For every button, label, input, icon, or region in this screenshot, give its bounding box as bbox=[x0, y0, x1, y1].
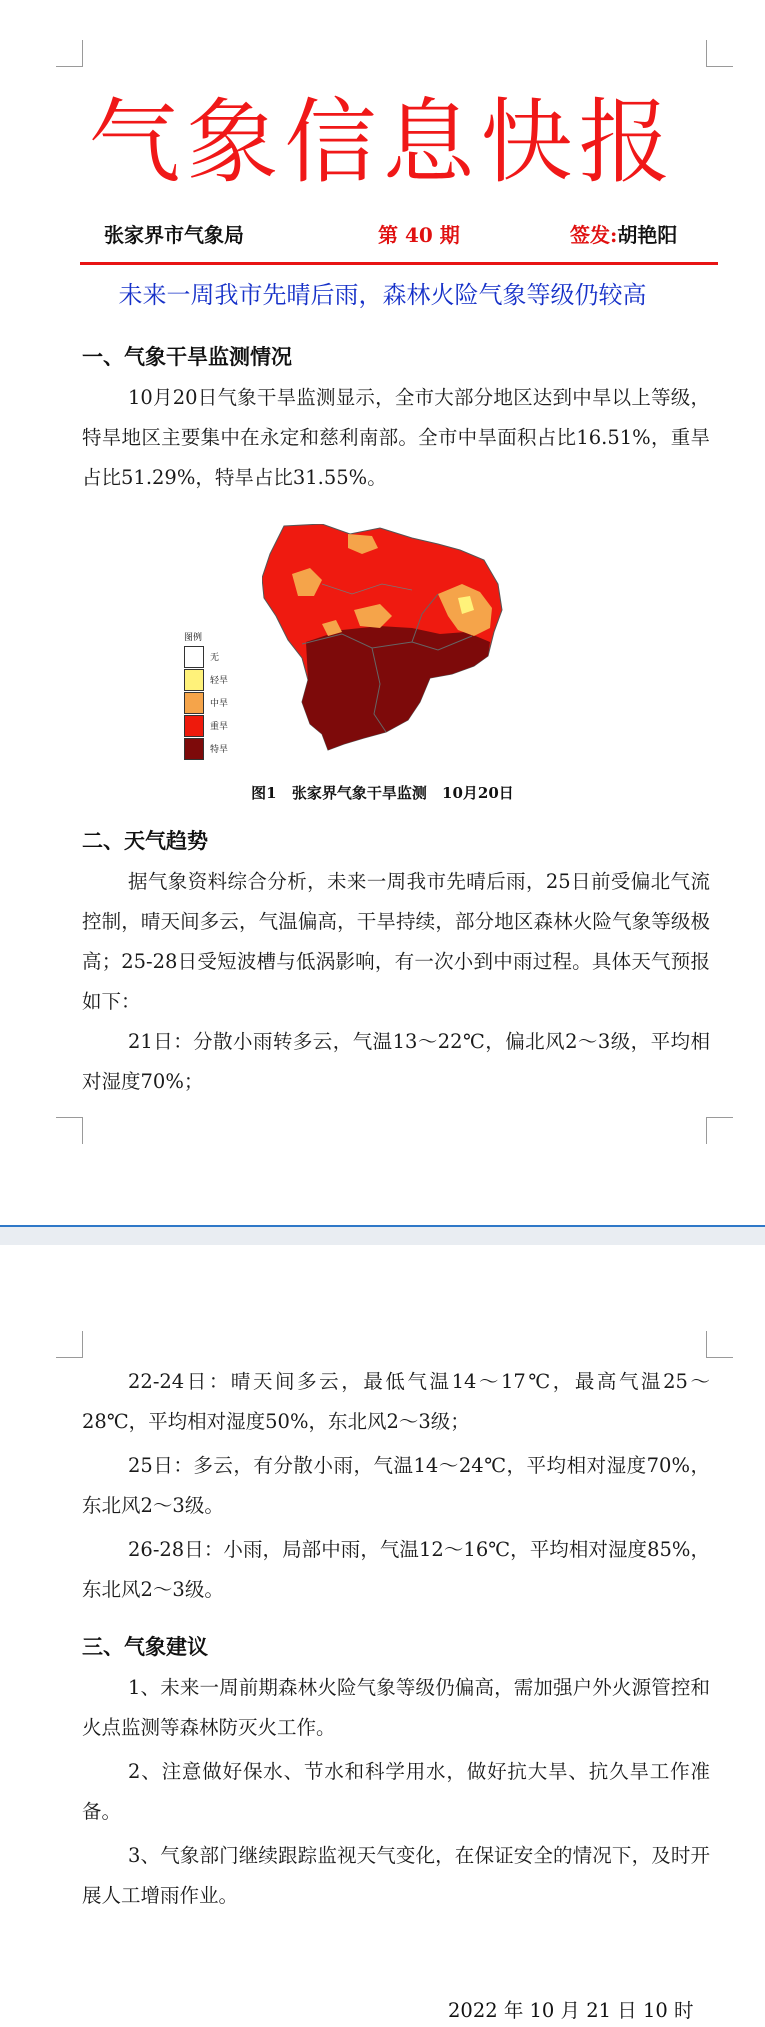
page-corner-mark bbox=[56, 1117, 83, 1144]
legend-title: 图例 bbox=[184, 633, 203, 643]
legend-label: 轻旱 bbox=[210, 676, 229, 686]
drought-map bbox=[262, 524, 598, 752]
figure-caption: 图1 张家界气象干旱监测 10月20日 bbox=[251, 784, 514, 802]
map-legend bbox=[184, 630, 228, 760]
issuing-agency: 张家界市气象局 bbox=[104, 223, 244, 247]
legend-item bbox=[184, 645, 228, 668]
section-heading-advice: 三、气象建议 bbox=[82, 1635, 208, 1659]
drought-paragraph: 10月20日气象干旱监测显示，全市大部分地区达到中旱以上等级，特旱地区主要集中在永定和慈利南部。全市中旱面积占比16.51%，重旱占比51.29%，特旱占比31.55%。 bbox=[82, 386, 710, 489]
forecast-day-21: 21日：分散小雨转多云，气温13～22℃，偏北风2～3级，平均相对湿度70%； bbox=[82, 1030, 710, 1093]
legend-swatch bbox=[184, 669, 204, 691]
section-heading-weather-trend: 二、天气趋势 bbox=[82, 829, 208, 853]
section-heading-drought: 一、气象干旱监测情况 bbox=[82, 345, 292, 369]
advice-item-1: 1、未来一周前期森林火险气象等级仍偏高，需加强户外火源管控和火点监测等森林防灭火工作。 bbox=[82, 1676, 710, 1739]
masthead-divider bbox=[80, 262, 718, 265]
legend-label: 重旱 bbox=[210, 722, 229, 732]
headline: 未来一周我市先晴后雨，森林火险气象等级仍较高 bbox=[118, 281, 647, 309]
legend-label: 中旱 bbox=[210, 699, 229, 709]
masthead-title: 气象信息快报 bbox=[88, 89, 677, 196]
issue-datestamp: 2022 年 10 月 21 日 10 时 bbox=[448, 1999, 694, 2022]
page-corner-mark bbox=[56, 1331, 83, 1358]
forecast-day-26-28: 26-28日：小雨，局部中雨，气温12～16℃，平均相对湿度85%，东北风2～3级。 bbox=[82, 1538, 710, 1601]
forecast-day-25: 25日：多云，有分散小雨，气温14～24℃，平均相对湿度70%，东北风2～3级。 bbox=[82, 1454, 710, 1517]
page-break bbox=[0, 1225, 765, 1245]
page-corner-mark bbox=[706, 40, 733, 67]
signer bbox=[570, 222, 677, 248]
advice-item-2: 2、注意做好保水、节水和科学用水，做好抗大旱、抗久旱工作准备。 bbox=[82, 1760, 710, 1823]
page-corner-mark bbox=[706, 1117, 733, 1144]
page-corner-mark bbox=[56, 40, 83, 67]
signer-name: 胡艳阳 bbox=[617, 223, 678, 247]
issue-number: 第 40 期 bbox=[378, 223, 460, 247]
legend-swatch bbox=[184, 646, 204, 668]
weather-trend-paragraph: 据气象资料综合分析，未来一周我市先晴后雨，25日前受偏北气流控制，晴天间多云，气温偏高，干旱持续，部分地区森林火险气象等级极高；25-28日受短波槽与低涡影响，有一次小到中雨过程。具体天气预报如下： bbox=[82, 870, 710, 1013]
legend-swatch bbox=[184, 738, 204, 760]
legend-label: 无 bbox=[210, 653, 220, 663]
signer-label: 签发: bbox=[570, 223, 618, 247]
legend-item bbox=[184, 737, 228, 760]
page-corner-mark bbox=[706, 1331, 733, 1358]
legend-label: 特旱 bbox=[210, 745, 229, 755]
advice-item-3: 3、气象部门继续跟踪监视天气变化，在保证安全的情况下，及时开展人工增雨作业。 bbox=[82, 1844, 710, 1907]
legend-item bbox=[184, 714, 228, 737]
legend-item bbox=[184, 691, 228, 714]
forecast-day-22-24: 22-24日：晴天间多云，最低气温14～17℃，最高气温25～28℃，平均相对湿度50%，东北风2～3级； bbox=[82, 1370, 710, 1433]
legend-item bbox=[184, 668, 228, 691]
legend-swatch bbox=[184, 692, 204, 714]
legend-swatch bbox=[184, 715, 204, 737]
